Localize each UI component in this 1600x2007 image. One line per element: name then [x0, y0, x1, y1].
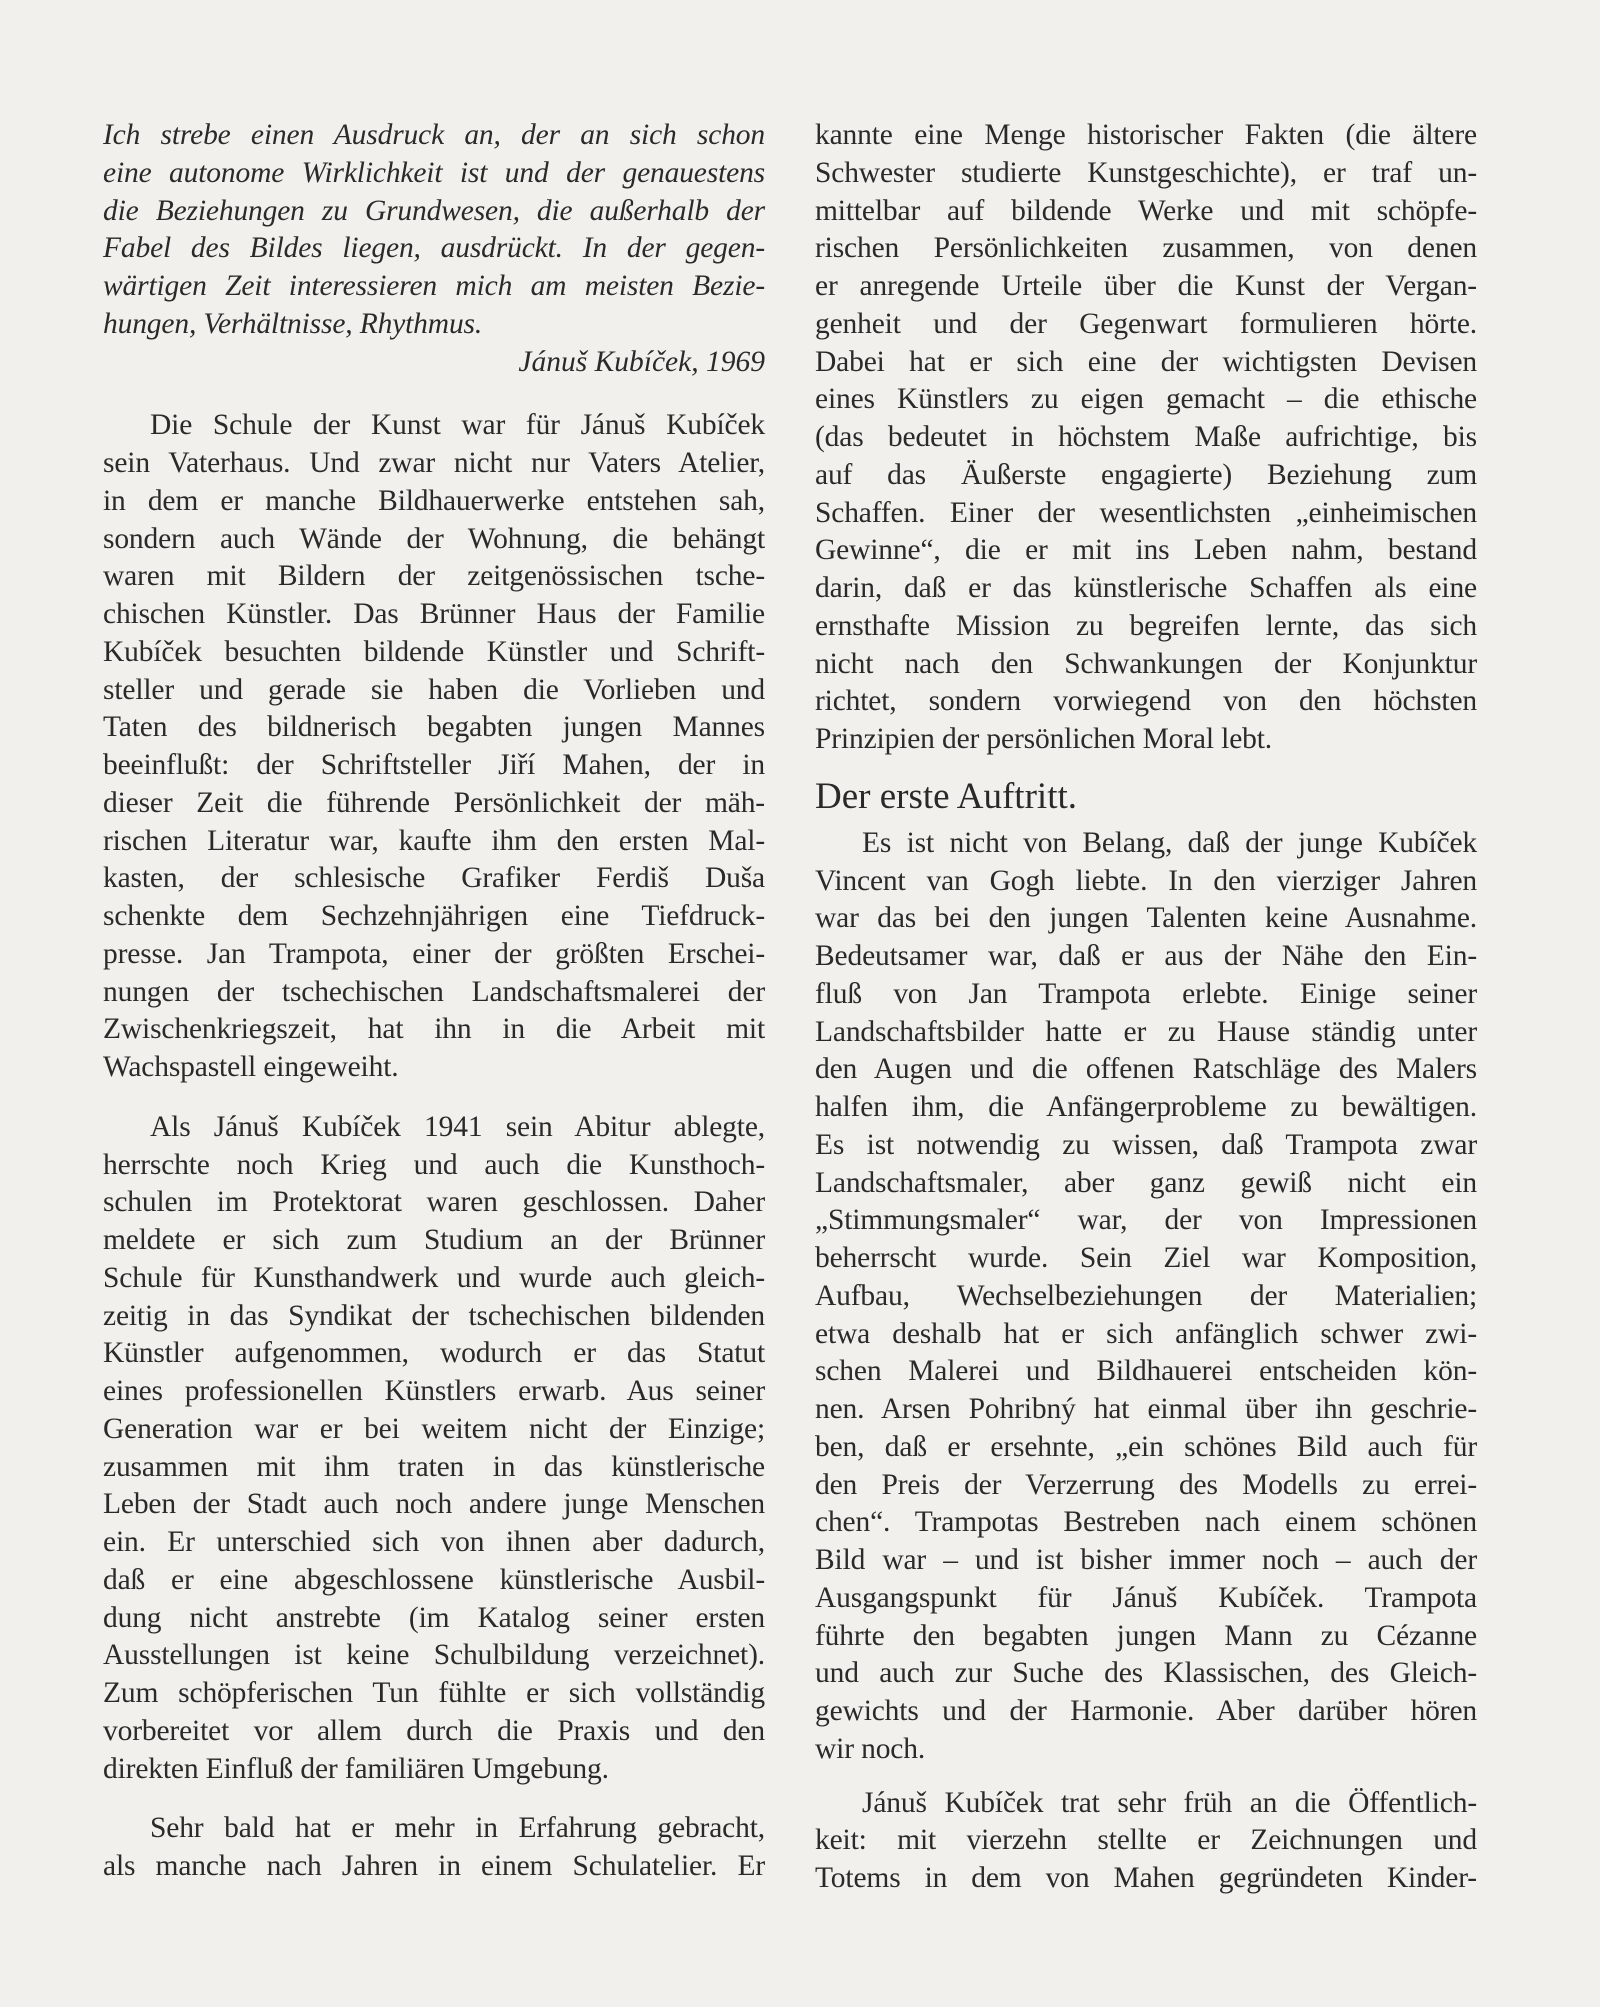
text-line: gewichts und der Harmonie. Aber darüber hören	[815, 1695, 1477, 1727]
text-line: presse. Jan Trampota, einer der größten Erschei-	[103, 937, 765, 970]
text-line: beeinflußt: der Schriftsteller Jiří Mahen, der in	[103, 749, 765, 781]
text-line: chischen Künstler. Das Brünner Haus der Familie	[103, 598, 765, 630]
paragraph-first-appearance	[815, 825, 1477, 1769]
text-line: Kubíček besuchten bildende Künstler und Schrift-	[103, 635, 765, 668]
text-line: steller und gerade sie haben die Vorlieben und	[103, 673, 765, 706]
text-line: fluß von Jan Trampota erlebte. Einige seiner	[815, 977, 1477, 1010]
text-line: Wachspastell eingeweiht.	[103, 1051, 399, 1083]
text-line: Ausgangspunkt für Jánuš Kubíček. Trampota	[815, 1581, 1477, 1614]
text-line: auf das Äußerste engagierte) Beziehung zum	[815, 458, 1477, 491]
text-line: Künstler aufgenommen, wodurch er das Statut	[103, 1337, 765, 1370]
text-line: eines Künstlers zu eigen gemacht – die ethische	[815, 383, 1477, 416]
text-line: Generation war er bei weitem nicht der Einzige;	[103, 1412, 765, 1445]
text-line: und auch zur Suche des Klassischen, des Gleich-	[815, 1657, 1477, 1690]
text-line: nungen der tschechischen Landschaftsmalerei der	[103, 975, 765, 1008]
text-line: Totems in dem von Mahen gegründeten Kinder-	[815, 1862, 1477, 1894]
text-line: zusammen mit ihm traten in das künstlerische	[103, 1450, 765, 1483]
text-line: Bedeutsamer war, daß er aus der Nähe den Ein-	[815, 940, 1477, 972]
paragraph-continued	[815, 117, 1477, 759]
text-line: Es ist notwendig zu wissen, daß Trampota zwar	[815, 1128, 1477, 1161]
text-line: etwa deshalb hat er sich anfänglich schwer zwi-	[815, 1317, 1477, 1350]
text-line: Zwischenkriegszeit, hat ihn in die Arbeit mit	[103, 1013, 765, 1046]
text-line: rischen Persönlichkeiten zusammen, von denen	[815, 232, 1477, 265]
quote-line: Ich strebe einen Ausdruck an, der an sich schon	[103, 119, 765, 151]
text-line: sondern auch Wände der Wohnung, die behängt	[103, 522, 765, 555]
quote-line: wärtigen Zeit interessieren mich am meisten Bezie-	[103, 270, 765, 302]
text-line: herrschte noch Krieg und auch die Kunsthoch-	[103, 1148, 765, 1181]
text-line: eines professionellen Künstlers erwarb. Aus seiner	[103, 1375, 765, 1407]
text-line: chen“. Trampotas Bestreben nach einem schönen	[815, 1506, 1477, 1539]
text-line: meldete er sich zum Studium an der Brünner	[103, 1224, 765, 1256]
text-line: Bild war – und ist bisher immer noch – auch der	[815, 1544, 1477, 1576]
quote-line: Fabel des Bildes liegen, ausdrückt. In der gegen-	[103, 232, 765, 265]
text-line: war das bei den jungen Talenten keine Ausnahme.	[815, 902, 1477, 935]
text-line: (das bedeutet in höchstem Maße aufrichtige, bis	[815, 421, 1477, 453]
text-line: darin, daß er das künstlerische Schaffen als eine	[815, 572, 1477, 604]
text-line: kasten, der schlesische Grafiker Ferdiš Duša	[103, 862, 765, 895]
text-line: den Augen und die offenen Ratschläge des Malers	[815, 1053, 1477, 1086]
quote-line: die Beziehungen zu Grundwesen, die außerhalb der	[103, 194, 765, 227]
text-line: er anregende Urteile über die Kunst der Vergan-	[815, 270, 1477, 302]
spacer	[103, 1788, 765, 1810]
text-line: schenkte dem Sechzehnjährigen eine Tiefdruck-	[103, 900, 765, 932]
text-line: den Preis der Verzerrung des Modells zu errei-	[815, 1468, 1477, 1501]
text-line: führte den begabten jungen Mann zu Cézanne	[815, 1619, 1477, 1652]
text-line: in dem er manche Bildhauerwerke entstehen sah,	[103, 484, 765, 517]
text-line: Schule für Kunsthandwerk und wurde auch gleich-	[103, 1261, 765, 1294]
text-line: keit: mit vierzehn stellte er Zeichnungen und	[815, 1824, 1477, 1857]
text-line: halfen ihm, die Anfängerprobleme zu bewältigen.	[815, 1091, 1477, 1123]
text-line: dung nicht anstrebte (im Katalog seiner ersten	[103, 1601, 765, 1634]
quote-attribution: Jánuš Kubíček, 1969	[518, 345, 765, 378]
paragraph-public-debut	[815, 1785, 1477, 1898]
text-line: dieser Zeit die führende Persönlichkeit der mäh-	[103, 786, 765, 819]
text-line: Vincent van Gogh liebte. In den vierziger Jahren	[815, 864, 1477, 897]
text-line: Landschaftsmaler, aber ganz gewiß nicht ein	[815, 1166, 1477, 1199]
spacer	[103, 381, 765, 407]
text-line: Es ist nicht von Belang, daß der junge Kubíček	[862, 826, 1477, 859]
text-line: zeitig in das Syndikat der tschechischen bildenden	[103, 1299, 765, 1332]
text-line: ein. Er unterschied sich von ihnen aber dadurch,	[103, 1526, 765, 1558]
text-line: schen Malerei und Bildhauerei entscheiden kön-	[815, 1355, 1477, 1388]
text-line: Leben der Stadt auch noch andere junge Menschen	[103, 1488, 765, 1521]
spacer	[103, 1087, 765, 1109]
text-line: genheit und der Gegenwart formulieren hörte.	[815, 307, 1477, 340]
text-line: Dabei hat er sich eine der wichtigsten Devisen	[815, 345, 1477, 378]
text-line: Die Schule der Kunst war für Jánuš Kubíček	[150, 409, 765, 442]
text-line: beherrscht wurde. Sein Ziel war Komposition,	[815, 1242, 1477, 1274]
text-line: Schwester studierte Kunstgeschichte), er traf un-	[815, 156, 1477, 189]
text-line: nen. Arsen Pohribný hat einmal über ihn geschrie-	[815, 1393, 1477, 1425]
text-line: wir noch.	[815, 1732, 926, 1765]
text-line: Jánuš Kubíček trat sehr früh an die Öffentlich-	[862, 1786, 1477, 1819]
text-line: richtet, sondern vorwiegend von den höchsten	[815, 685, 1477, 718]
text-line: waren mit Bildern der zeitgenössischen tsche-	[103, 560, 765, 593]
text-line: mittelbar auf bildende Werke und mit schöpfe-	[815, 194, 1477, 227]
text-line: Aufbau, Wechselbeziehungen der Materialien;	[815, 1279, 1477, 1312]
left-column	[103, 117, 765, 1886]
text-line: ben, daß er ersehnte, „ein schönes Bild auch für	[815, 1430, 1477, 1463]
text-line: rischen Literatur war, kaufte ihm den ersten Mal-	[103, 824, 765, 857]
text-line: vorbereitet vor allem durch die Praxis und den	[103, 1714, 765, 1747]
text-line: Sehr bald hat er mehr in Erfahrung gebracht,	[150, 1812, 765, 1845]
paragraph-abitur	[103, 1109, 765, 1789]
section-heading: Der erste Auftritt.	[815, 775, 1077, 817]
text-line: Als Jánuš Kubíček 1941 sein Abitur ablegte,	[150, 1110, 765, 1143]
text-line: nicht nach den Schwankungen der Konjunktur	[815, 647, 1477, 680]
right-column	[815, 117, 1477, 1898]
text-line: Landschaftsbilder hatte er zu Hause ständig unter	[815, 1015, 1477, 1048]
quote-line: hungen, Verhältnisse, Rhythmus.	[103, 307, 483, 340]
quote-line: eine autonome Wirklichkeit ist und der genauestens	[103, 156, 765, 189]
text-line: „Stimmungsmaler“ war, der von Impressionen	[815, 1204, 1477, 1237]
text-line: als manche nach Jahren in einem Schulatelier. Er	[103, 1850, 765, 1882]
text-line: Taten des bildnerisch begabten jungen Mannes	[103, 711, 765, 744]
epigraph-quote	[103, 117, 765, 344]
paragraph-family-home	[103, 407, 765, 1087]
paragraph-experience	[103, 1810, 765, 1886]
text-line: direkten Einfluß der familiären Umgebung.	[103, 1752, 609, 1785]
text-line: schulen im Protektorat waren geschlossen. Daher	[103, 1186, 765, 1219]
text-line: Gewinne“, die er mit ins Leben nahm, bestand	[815, 534, 1477, 567]
text-line: Schaffen. Einer der wesentlichsten „einheimischen	[815, 496, 1477, 529]
text-line: sein Vaterhaus. Und zwar nicht nur Vaters Atelier,	[103, 447, 765, 479]
text-line: Zum schöpferischen Tun fühlte er sich vollständig	[103, 1677, 765, 1709]
text-line: kannte eine Menge historischer Fakten (die ältere	[815, 119, 1477, 151]
text-line: ernsthafte Mission zu begreifen lernte, das sich	[815, 609, 1477, 642]
text-line: Ausstellungen ist keine Schulbildung verzeichnet).	[103, 1639, 765, 1672]
text-line: Prinzipien der persönlichen Moral lebt.	[815, 723, 1273, 755]
spacer	[815, 1769, 1477, 1785]
text-line: daß er eine abgeschlossene künstlerische Ausbil-	[103, 1563, 765, 1596]
